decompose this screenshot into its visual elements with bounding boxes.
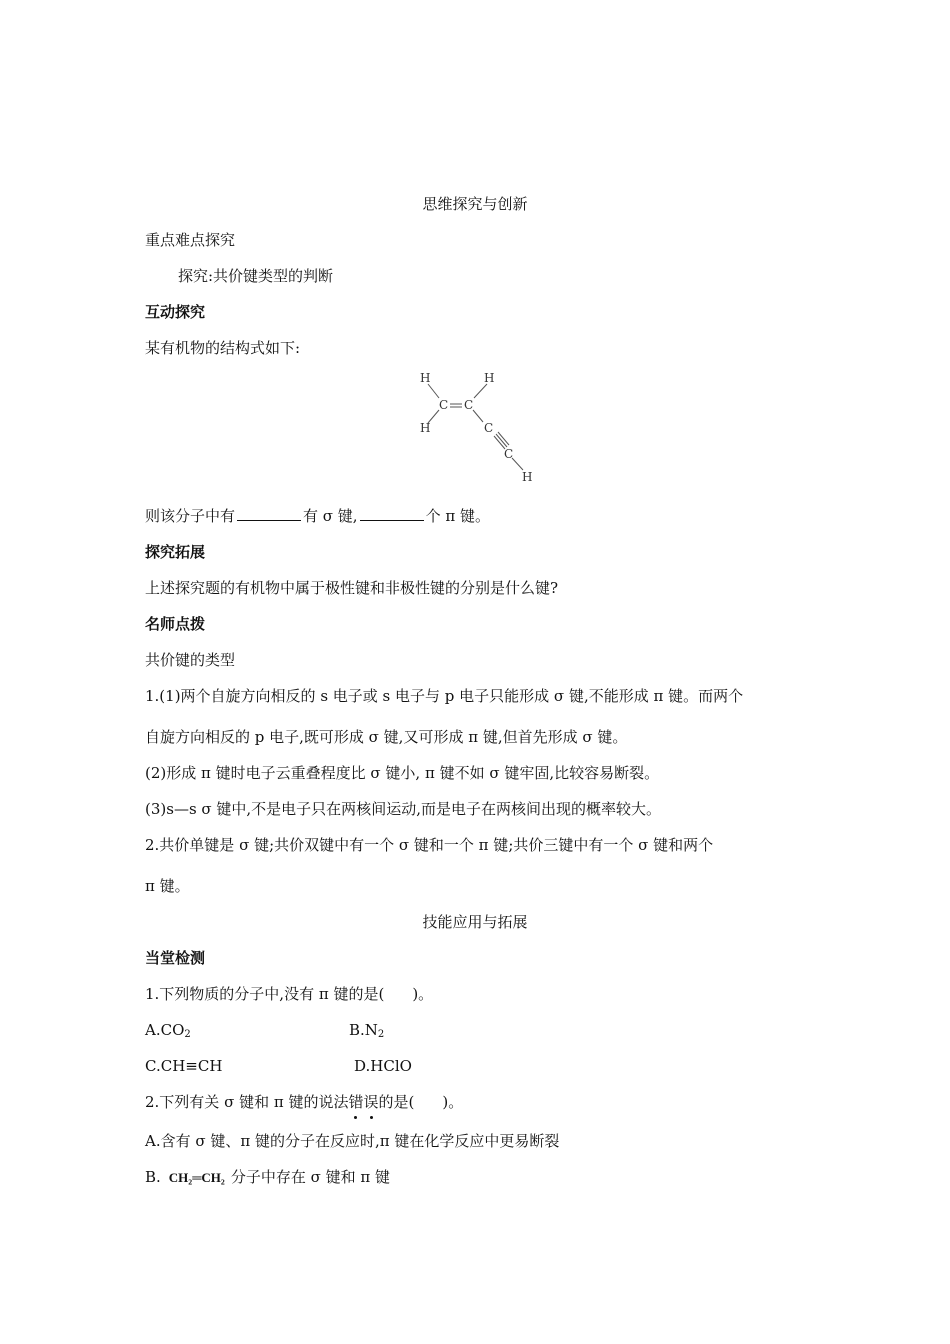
inquiry-title: 探究:共价键类型的判断 (178, 267, 334, 285)
q1-option-a[interactable] (145, 1021, 191, 1039)
atom-h1: H (420, 371, 431, 385)
q1-option-a-main: A.CO (145, 1021, 185, 1039)
point1-3: (3)s—s σ 键中,不是电子只在两核间运动,而是电子在两核间出现的概率较大。 (145, 800, 661, 818)
atom-h2: H (420, 421, 431, 435)
classroom-heading: 当堂检测 (145, 949, 206, 967)
q2-stem-a: 2.下列有关 σ 键和 π 键的说法 (145, 1093, 349, 1111)
bond-h3-c2 (474, 384, 487, 398)
q1-option-c[interactable]: C.CH≡CH (145, 1057, 223, 1075)
q2-option-a[interactable]: A.含有 σ 键、π 键的分子在反应时,π 键在化学反应中更易断裂 (145, 1132, 560, 1150)
bond-h1-c1 (428, 384, 439, 398)
section-title-skills: 技能应用与拓展 (422, 913, 528, 931)
point1-2: (2)形成 π 键时电子云重叠程度比 σ 键小, π 键不如 σ 键牢固,比较容易断裂。 (145, 764, 660, 782)
q2-emphasis-char-1: 错 (348, 1093, 364, 1111)
point2-line2: π 键。 (145, 877, 190, 895)
question-fill-part1: 则该分子中有 (145, 507, 236, 525)
answer-blank-pi[interactable] (360, 506, 424, 521)
q1-option-b-sub: 2 (377, 1029, 385, 1040)
q1-stem-a: 1.下列物质的分子中,没有 π 键的是( (145, 985, 385, 1003)
question-fill-part2: 有 σ 键, (303, 507, 358, 525)
q2-stem-b: 的是( (378, 1093, 415, 1111)
point2-line1: 2.共价单键是 σ 键;共价双键中有一个 σ 键和一个 π 键;共价三键中有一个 σ 键和两个 (145, 836, 714, 854)
atom-h3: H (484, 371, 495, 385)
teacher-heading: 名师点拨 (145, 615, 206, 633)
structural-formula-diagram (408, 362, 548, 487)
q2-emphasis-char-2: 误 (363, 1093, 379, 1111)
q2-option-b-formula: CH₂═CH₂ (168, 1170, 225, 1185)
interactive-heading: 互动探究 (145, 303, 206, 321)
q2-stem (145, 1092, 463, 1112)
atom-c3: C (484, 421, 494, 435)
extend-heading: 探究拓展 (145, 543, 206, 561)
atom-c1: C (439, 398, 449, 412)
atom-c2: C (464, 398, 474, 412)
q1-options-row1 (145, 1020, 545, 1045)
atom-h4: H (522, 470, 533, 484)
q1-option-b[interactable] (349, 1020, 384, 1045)
atom-c4: C (504, 447, 514, 461)
q1-stem (145, 984, 433, 1004)
q1-option-a-sub: 2 (184, 1029, 191, 1040)
extend-question: 上述探究题的有机物中属于极性键和非极性键的分别是什么键? (145, 579, 559, 597)
bond-types-title: 共价键的类型 (145, 651, 236, 669)
structure-intro: 某有机物的结构式如下: (145, 339, 301, 357)
q2-option-b-suffix: 分子中存在 σ 键和 π 键 (230, 1168, 390, 1186)
q1-option-d[interactable]: D.HClO (354, 1057, 412, 1075)
question-fill-part3: 个 π 键。 (425, 507, 490, 525)
point1-line2: 自旋方向相反的 p 电子,既可形成 σ 键,又可形成 π 键,但首先形成 σ 键。 (145, 728, 628, 746)
q1-options-row2 (145, 1056, 545, 1076)
q2-option-b[interactable] (145, 1167, 390, 1188)
section-title-thinking: 思维探究与创新 (422, 195, 528, 213)
bond-c4-h4 (512, 458, 523, 470)
key-points-heading: 重点难点探究 (145, 231, 236, 249)
q2-stem-c: )。 (442, 1093, 464, 1111)
bond-c2-c3 (473, 410, 483, 422)
q1-option-b-main: B.N (349, 1021, 378, 1039)
q1-stem-b: )。 (412, 985, 434, 1003)
answer-blank-sigma[interactable] (237, 506, 301, 521)
fill-blank-question (145, 506, 490, 526)
point1-line1: 1.(1)两个自旋方向相反的 s 电子或 s 电子与 p 电子只能形成 σ 键,不能形成 π 键。而两个 (145, 687, 744, 705)
q2-option-b-prefix: B. (145, 1168, 161, 1186)
